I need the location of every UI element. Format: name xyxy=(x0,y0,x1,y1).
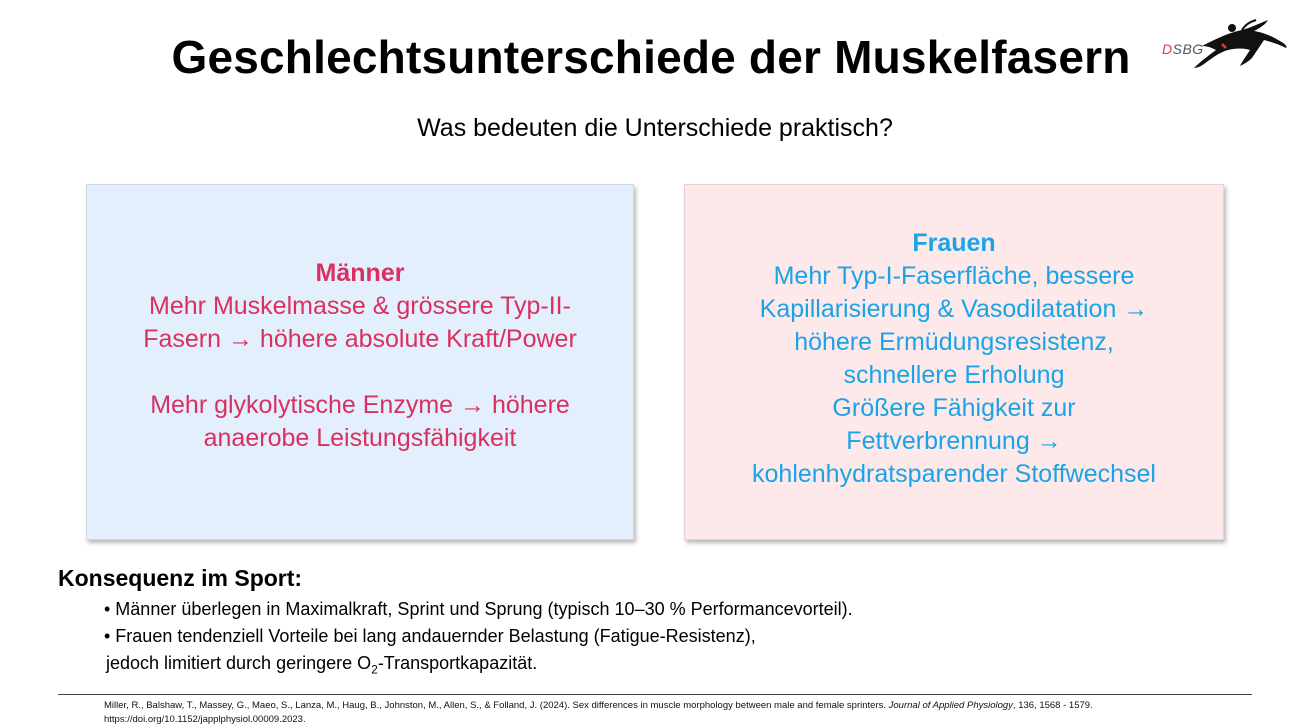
men-heading: Männer xyxy=(315,259,405,287)
consequence-bullets xyxy=(104,596,853,684)
women-line: Mehr Typ-I-Faserfläche, bessere xyxy=(773,262,1135,290)
women-line: Fettverbrennung → xyxy=(846,427,1062,455)
women-line: kohlenhydratsparender Stoffwechsel xyxy=(752,460,1156,488)
men-para1-line1: Mehr Muskelmasse & grössere Typ-II- xyxy=(149,292,571,320)
men-para1-line2: Fasern → höhere absolute Kraft/Power xyxy=(143,325,577,353)
dsbg-logo xyxy=(1160,18,1290,80)
women-box xyxy=(684,184,1224,540)
citation-journal: Journal of Applied Physiology xyxy=(888,700,1013,711)
citation: Miller, R., Balshaw, T., Massey, G., Maeo, S., Lanza, M., Haug, B., Johnston, M., Allen, S., & Folland, J. (2024). Sex differences in muscle morphology between male and female sprinters. Journal of Applied Physiology, 136, 1568 - 1579. https://doi.org/10.1152/japplphysiol.00009.2023. xyxy=(104,700,1093,725)
women-line: höhere Ermüdungsresistenz, xyxy=(794,328,1114,356)
bullet-women-continuation: jedoch limitiert durch geringere $O_2$-Transportkapazität. xyxy=(106,653,538,677)
footer-divider xyxy=(58,694,1252,695)
women-line: schnellere Erholung xyxy=(843,361,1065,389)
logo-text: DSBG xyxy=(1162,41,1204,57)
bullet-women: • Frauen tendenziell Vorteile bei lang andauernder Belastung (Fatigue-Resistenz), xyxy=(104,626,756,646)
women-line: Größere Fähigkeit zur xyxy=(832,394,1076,422)
men-para2-line1: Mehr glykolytische Enzyme → höhere xyxy=(150,391,570,419)
men-para2-line2: anaerobe Leistungsfähigkeit xyxy=(203,424,517,452)
slide-subtitle: Was bedeuten die Unterschiede praktisch? xyxy=(417,114,893,142)
consequence-heading: Konsequenz im Sport: xyxy=(58,565,303,591)
men-box xyxy=(86,184,634,540)
women-heading: Frauen xyxy=(912,229,996,257)
citation-doi-link[interactable]: https://doi.org/10.1152/japplphysiol.00009.2023. xyxy=(104,714,306,725)
bullet-men: • Männer überlegen in Maximalkraft, Sprint und Sprung (typisch 10–30 % Performancevorteil). xyxy=(104,599,853,619)
women-line: Kapillarisierung & Vasodilatation → xyxy=(759,295,1149,323)
slide-title: Geschlechtsunterschiede der Muskelfasern xyxy=(171,31,1131,83)
